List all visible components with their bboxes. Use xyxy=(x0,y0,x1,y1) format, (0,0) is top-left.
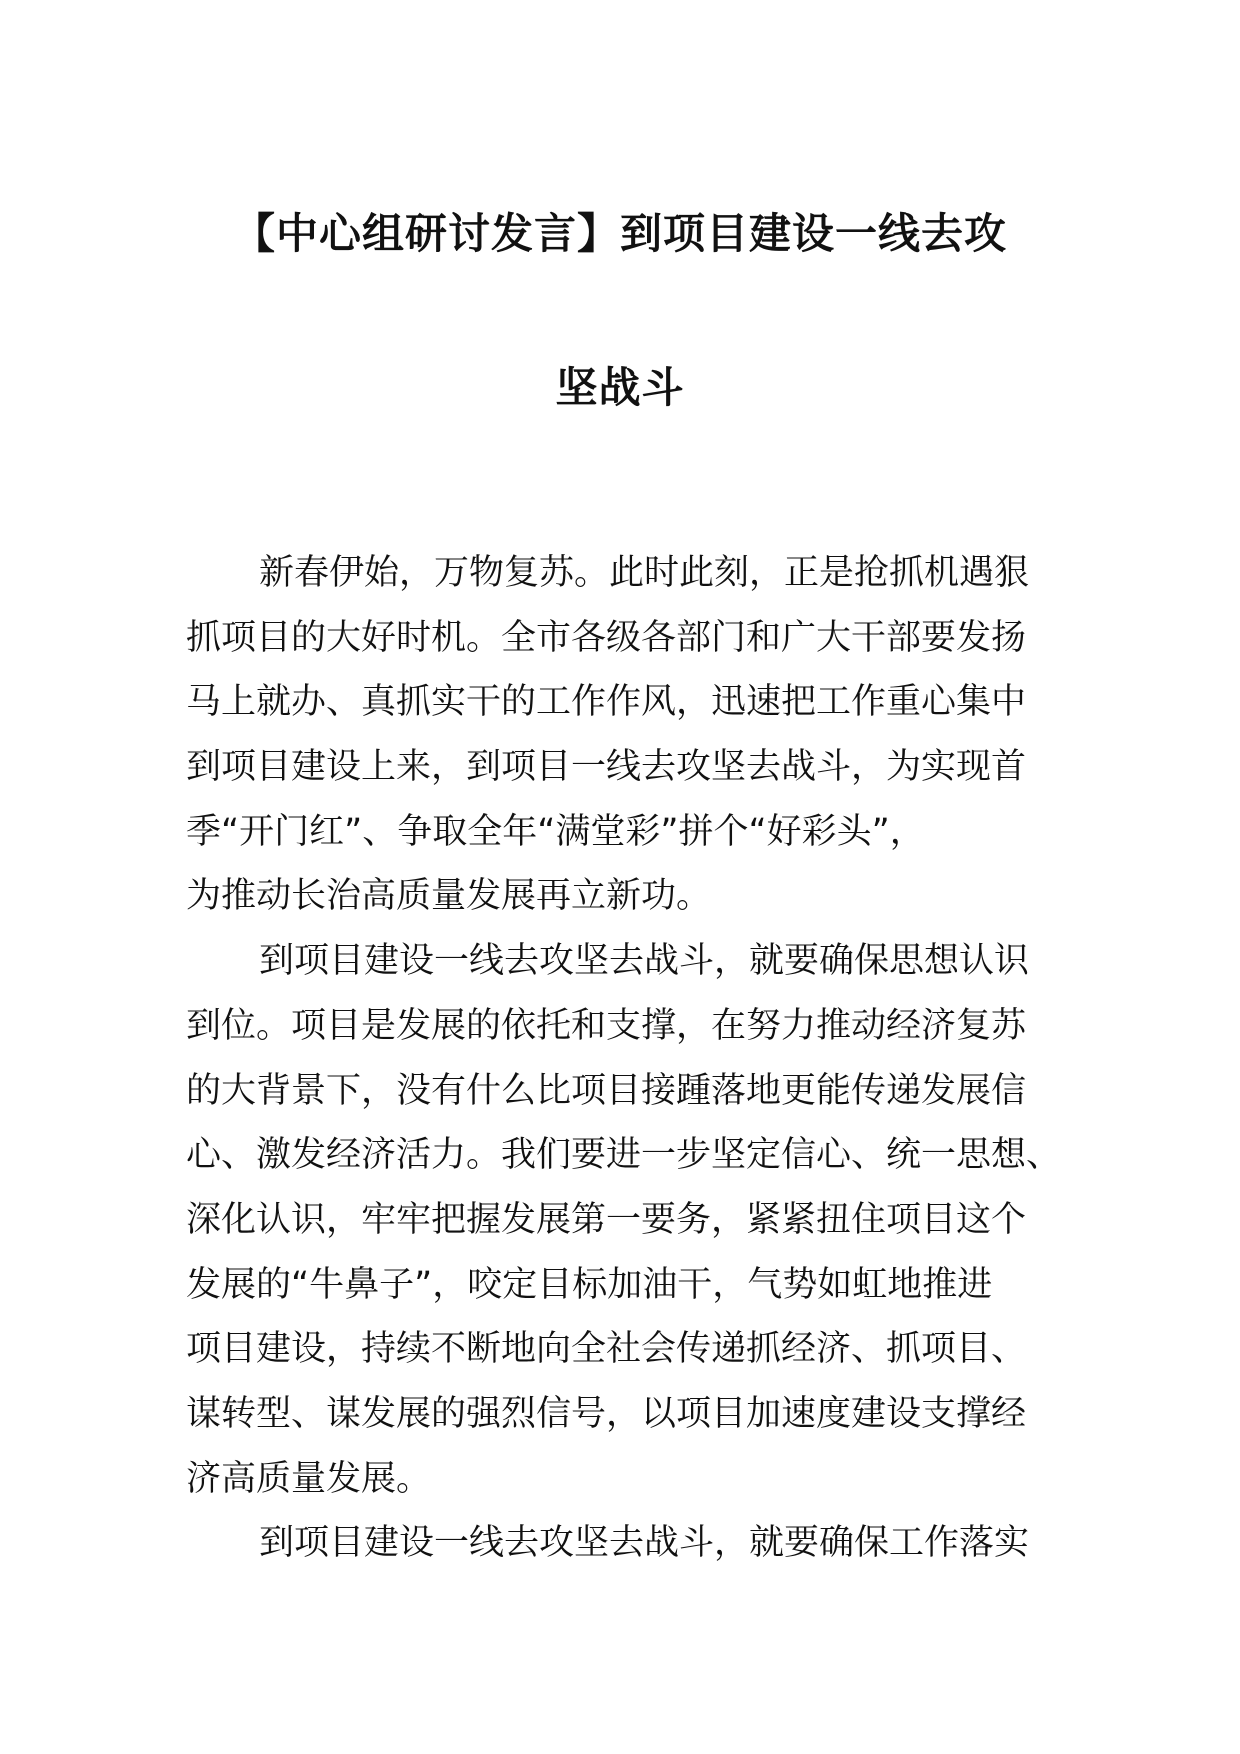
paragraph-line: 济高质量发展。 xyxy=(186,1458,432,1499)
paragraph-line: 马上就办、真抓实干的工作作风，迅速把工作重心集中 xyxy=(186,682,1027,723)
document-body xyxy=(186,541,1066,1576)
paragraph-line: 到项目建设上来，到项目一线去攻坚去战斗，为实现首 xyxy=(186,747,1027,788)
paragraph-line: 为推动长治高质量发展再立新功。 xyxy=(186,876,712,917)
paragraph-line: 的大背景下，没有什么比项目接踵落地更能传递发展信 xyxy=(186,1070,1027,1111)
paragraph-3 xyxy=(186,1511,1066,1576)
paragraph-line: 深化认识，牢牢把握发展第一要务，紧紧扭住项目这个 xyxy=(186,1199,1027,1240)
paragraph-line: 发展的“牛鼻子”，咬定目标加油干，气势如虹地推进 xyxy=(186,1264,993,1305)
paragraph-line: 到位。项目是发展的依托和支撑，在努力推动经济复苏 xyxy=(186,1005,1027,1046)
paragraph-line: 新春伊始，万物复苏。此时此刻，正是抢抓机遇狠 xyxy=(259,553,1030,593)
paragraph-line: 到项目建设一线去攻坚去战斗，就要确保工作落实 xyxy=(259,1523,1030,1564)
paragraph-line: 抓项目的大好时机。全市各级各部门和广大干部要发扬 xyxy=(186,617,1027,658)
paragraph-line: 心、激发经济活力。我们要进一步坚定信心、统一思想、 xyxy=(186,1135,1062,1176)
paragraph-line: 项目建设，持续不断地向全社会传递抓经济、抓项目、 xyxy=(186,1329,1027,1370)
paragraph-line: 季“开门红”、争取全年“满堂彩”拼个“好彩头”， xyxy=(186,811,925,852)
paragraph-1 xyxy=(186,541,1066,929)
paragraph-2 xyxy=(186,929,1066,1511)
document-title-line-1: 【中心组研讨发言】到项目建设一线去攻 xyxy=(232,209,1007,258)
document-title-line-2: 坚战斗 xyxy=(555,363,685,412)
paragraph-line: 谋转型、谋发展的强烈信号，以项目加速度建设支撑经 xyxy=(186,1393,1027,1434)
paragraph-line: 到项目建设一线去攻坚去战斗，就要确保思想认识 xyxy=(259,941,1030,982)
